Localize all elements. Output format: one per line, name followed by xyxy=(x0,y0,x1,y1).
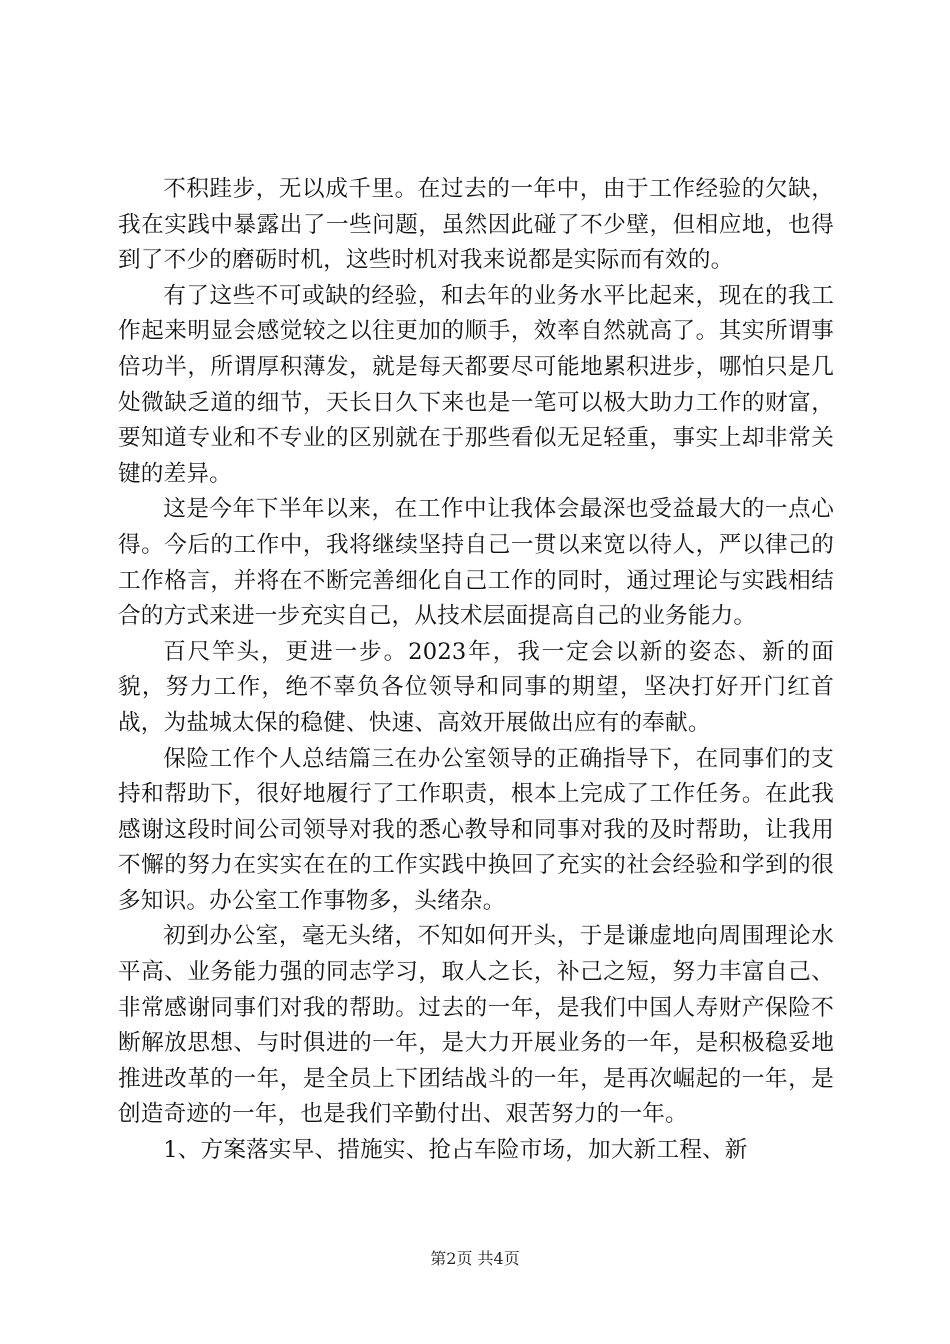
page-footer: 第2页 共4页 xyxy=(430,1249,520,1268)
paragraph-4: 百尺竿头，更进一步。2023年，我一定会以新的姿态、新的面貌，努力工作，绝不辜负各位领导和同事的期望，坚决打好开门红首战，为盐城太保的稳健、快速、高效开展做出应有的奉献。 xyxy=(118,638,834,736)
paragraph-6: 初到办公室，毫无头绪，不知如何开头，于是谦虚地向周围理论水平高、业务能力强的同志学习，取人之长，补己之短，努力丰富自己、非常感谢同事们对我的帮助。过去的一年，是我们中国人寿财产保险不断解放思想、与时俱进的一年，是大力开展业务的一年，是积极稳妥地推进改革的一年，是全员上下团结战斗的一年，是再次崛起的一年，是创造奇迹的一年，也是我们辛勤付出、艰苦努力的一年。 xyxy=(118,923,834,1128)
paragraph-3: 这是今年下半年以来，在工作中让我体会最深也受益最大的一点心得。今后的工作中，我将继续坚持自己一贯以来宽以待人，严以律己的工作格言，并将在不断完善细化自己工作的同时，通过理论与实践相结合的方式来进一步充实自己，从技术层面提高自己的业务能力。 xyxy=(118,496,834,630)
paragraph-1: 不积跬步，无以成千里。在过去的一年中，由于工作经验的欠缺，我在实践中暴露出了一些问题，虽然因此碰了不少壁，但相应地，也得到了不少的磨砺时机，这些时机对我来说都是实际而有效的。 xyxy=(118,176,834,274)
document-body xyxy=(118,172,834,1169)
paragraph-7: 1、方案落实早、措施实、抢占车险市场，加大新工程、新 xyxy=(163,1137,748,1164)
paragraph-5: 保险工作个人总结篇三在办公室领导的正确指导下，在同事们的支持和帮助下，很好地履行了工作职责，根本上完成了工作任务。在此我感谢这段时间公司领导对我的悉心教导和同事对我的及时帮助，让我用不懈的努力在实实在在的工作实践中换回了充实的社会经验和学到的很多知识。办公室工作事物多，头绪杂。 xyxy=(118,745,834,914)
paragraph-2: 有了这些不可或缺的经验，和去年的业务水平比起来，现在的我工作起来明显会感觉较之以往更加的顺手，效率自然就高了。其实所谓事倍功半，所谓厚积薄发，就是每天都要尽可能地累积进步，哪怕只是几处微缺乏道的细节，天长日久下来也是一笔可以极大助力工作的财富，要知道专业和不专业的区别就在于那些看似无足轻重，事实上却非常关键的差异。 xyxy=(118,282,834,487)
